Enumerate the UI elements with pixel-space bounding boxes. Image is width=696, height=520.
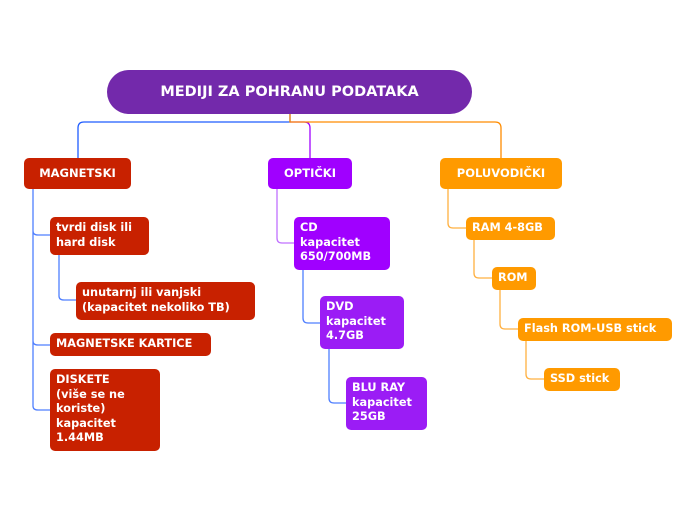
node-ssd-stick[interactable]: SSD stick (544, 368, 620, 391)
node-ram[interactable]: RAM 4-8GB (466, 217, 555, 240)
node-blu-ray[interactable]: BLU RAY kapacitet 25GB (346, 377, 427, 430)
node-flash-rom[interactable]: Flash ROM-USB stick (518, 318, 672, 341)
node-magnetski[interactable]: MAGNETSKI (24, 158, 131, 189)
node-magnetske-kartice[interactable]: MAGNETSKE KARTICE (50, 333, 211, 356)
node-poluvodicki[interactable]: POLUVODIČKI (440, 158, 562, 189)
node-rom[interactable]: ROM (492, 267, 536, 290)
node-dvd[interactable]: DVD kapacitet 4.7GB (320, 296, 404, 349)
node-diskete[interactable]: DISKETE (više se ne koriste) kapacitet 1.44MB (50, 369, 160, 451)
root-node[interactable]: MEDIJI ZA POHRANU PODATAKA (107, 70, 472, 114)
node-unutarnji-vanjski[interactable]: unutarnj ili vanjski (kapacitet nekoliko TB) (76, 282, 255, 320)
node-opticki[interactable]: OPTIČKI (268, 158, 352, 189)
node-tvrdi-disk[interactable]: tvrdi disk ili hard disk (50, 217, 149, 255)
node-cd[interactable]: CD kapacitet 650/700MB (294, 217, 390, 270)
